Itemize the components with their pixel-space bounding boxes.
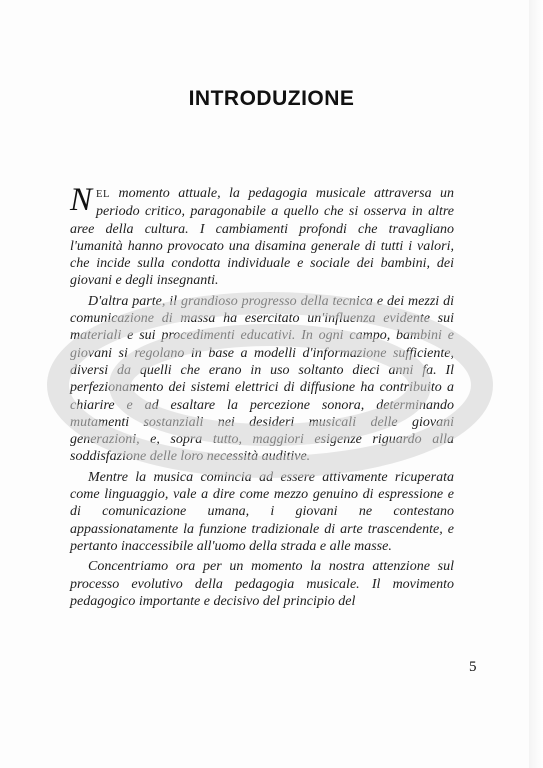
paragraph-4: Concentriamo ora per un momento la nostra attenzione sul processo evolutivo della pedagogia musicale. Il movimento pedagogico importante e decisivo del principio del [70,559,454,609]
body-text [70,182,454,613]
page-number: 5 [469,659,477,675]
paragraph-1-text: momento attuale, la pedagogia musicale attraversa un periodo critico, paragonabile a quello che si osserva in altre aree della cultura. I cambiamenti profondi che travagliano l'umanità hanno provocato una disamina generale di tutti i valori, che incide sulla condotta individuale e sociale dei bambini, dei giovani e degli insegnanti. [70,186,454,289]
chapter-title: INTRODUZIONE [188,87,355,110]
page-edge [529,0,543,768]
paragraph-1 [70,182,454,290]
paragraph-3: Mentre la musica comincia ad essere attivamente ricuperata come linguaggio, vale a dire come mezzo genuino di espressione e di comunicazione umana, i giovani ne contestano appassionatamente la funzione tradizionale di arte trascendente, e pertanto inaccessibile all'uomo della strada e alle masse. [70,469,454,554]
drop-cap: N [70,182,93,218]
first-word-rest: EL [96,189,111,200]
paragraph-2: D'altra parte, il grandioso progresso della tecnica e dei mezzi di comunicazione di massa ha esercitato un'influenza evidente sui materiali e sui procedimenti educativi. In ogni campo, bambini e giovani si regolano in base a modelli d'informazione sufficiente, diversi da quelli che erano in uso soltanto dieci anni fa. Il perfezionamento dei sistemi elettrici di diffusione ha contribuito a chiarire e ad esaltare la percezione sonora, determinando mutamenti sostanziali nei desideri musicali delle giovani generazioni, e, sopra tutto, maggiori esigenze riguardo alla soddisfazione delle loro necessità auditive. [70,293,454,465]
